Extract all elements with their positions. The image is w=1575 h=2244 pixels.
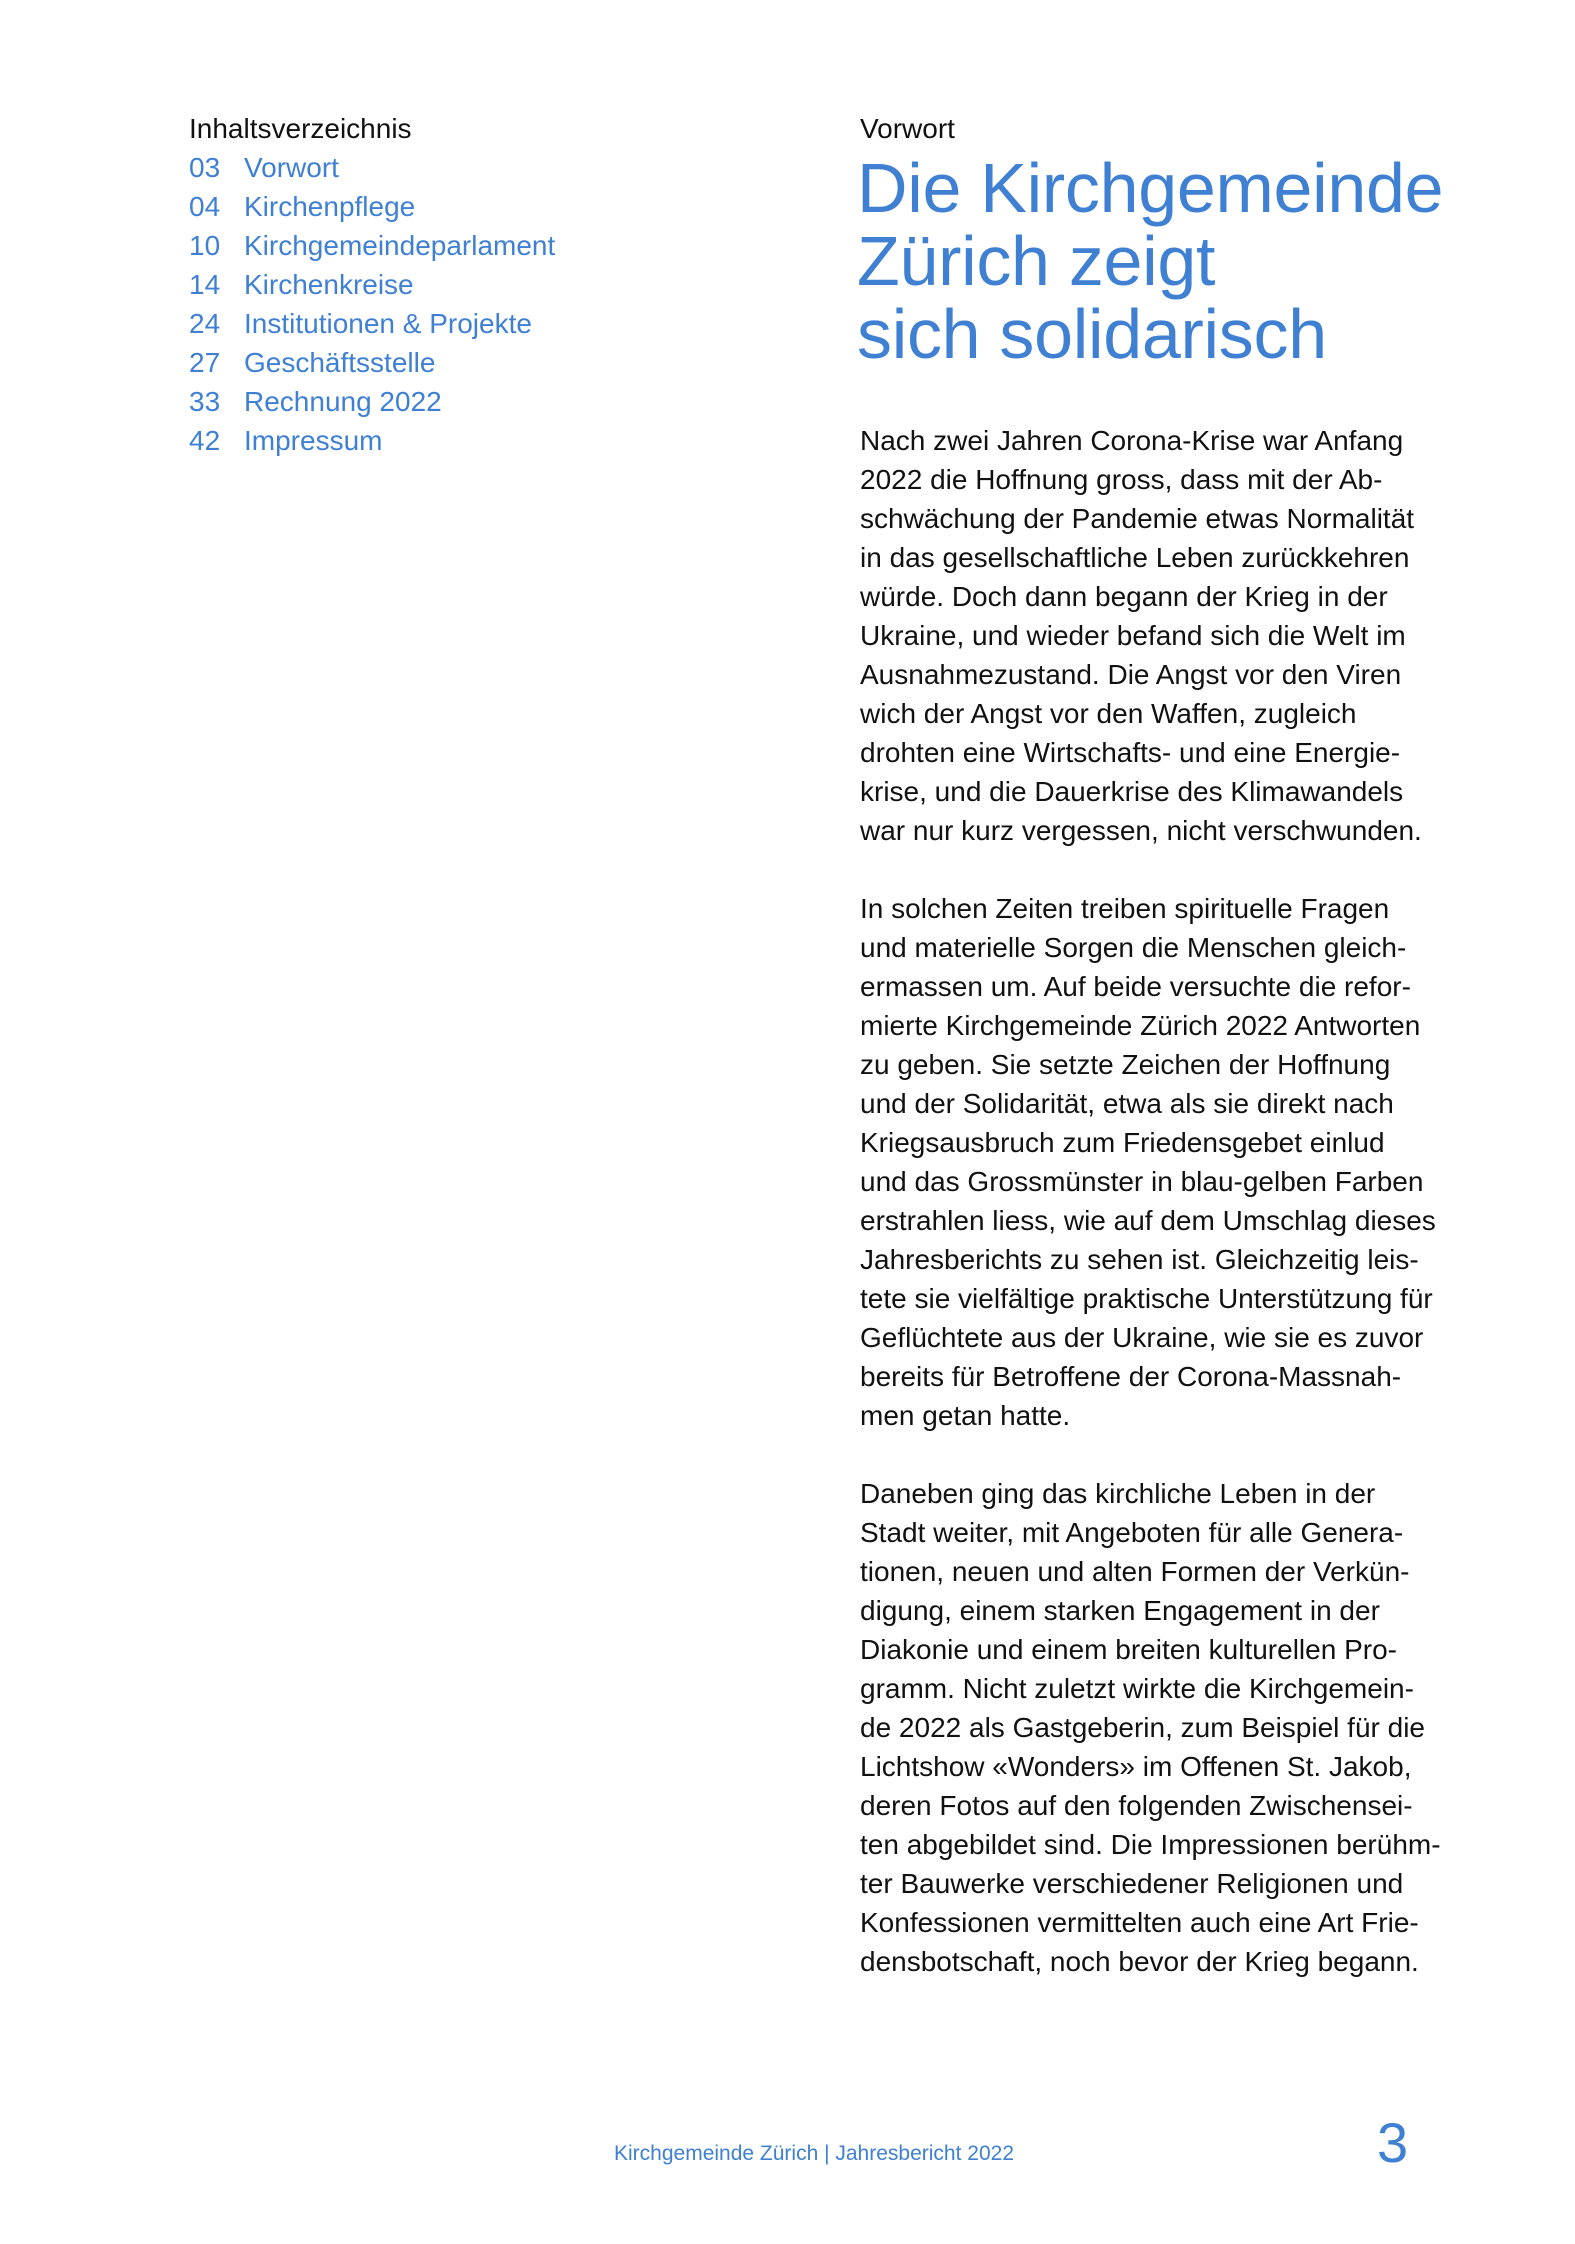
- toc-label: Vorwort: [244, 152, 339, 183]
- title-line: Die Kirchgemeinde: [857, 149, 1444, 227]
- text-line: 2022 die Hoffnung gross, dass mit der Ab-: [860, 464, 1383, 495]
- text-line: Geflüchtete aus der Ukraine, wie sie es zuvor: [860, 1322, 1424, 1353]
- toc-page-number: 27: [189, 347, 221, 378]
- text-line: men getan hatte.: [860, 1400, 1071, 1431]
- text-line: bereits für Betroffene der Corona-Massnah-: [860, 1361, 1402, 1392]
- text-line: tete sie vielfältige praktische Unterstützung für: [860, 1283, 1433, 1314]
- text-line: war nur kurz vergessen, nicht verschwunden.: [860, 815, 1422, 846]
- page-title: [857, 149, 1444, 373]
- text-line: würde. Doch dann begann der Krieg in der: [860, 581, 1388, 612]
- text-line: Diakonie und einem breiten kulturellen Pro-: [860, 1634, 1397, 1665]
- section-label: Vorwort: [860, 113, 955, 144]
- table-of-contents: [189, 109, 749, 460]
- text-line: wich der Angst vor den Waffen, zugleich: [860, 698, 1357, 729]
- toc-page-number: 24: [189, 308, 221, 339]
- text-line: densbotschaft, noch bevor der Krieg begann.: [860, 1946, 1419, 1977]
- page-number: 3: [1377, 2111, 1409, 2174]
- text-line: drohten eine Wirtschafts- und eine Energie-: [860, 737, 1401, 768]
- toc-item-vorwort[interactable]: [189, 148, 749, 187]
- article-body: [860, 421, 1500, 2020]
- text-line: ten abgebildet sind. Die Impressionen berühm-: [860, 1829, 1441, 1860]
- text-line: Lichtshow «Wonders» im Offenen St. Jakob,: [860, 1751, 1412, 1782]
- text-line: ermassen um. Auf beide versuchte die refor-: [860, 971, 1411, 1002]
- paragraph-3: [860, 1474, 1500, 1981]
- toc-heading: Inhaltsverzeichnis: [189, 113, 412, 144]
- text-line: in das gesellschaftliche Leben zurückkehren: [860, 542, 1410, 573]
- text-line: Nach zwei Jahren Corona-Krise war Anfang: [860, 425, 1404, 456]
- footer-publication-info: Kirchgemeinde Zürich | Jahresbericht 2022: [614, 2142, 1014, 2165]
- toc-label: Geschäftsstelle: [244, 347, 436, 378]
- title-line: Zürich zeigt: [857, 222, 1216, 300]
- text-line: schwächung der Pandemie etwas Normalität: [860, 503, 1415, 534]
- text-line: Stadt weiter, mit Angeboten für alle Genera-: [860, 1517, 1404, 1548]
- toc-page-number: 42: [189, 425, 221, 456]
- toc-item-kirchgemeindeparlament[interactable]: [189, 226, 749, 265]
- title-line: sich solidarisch: [857, 295, 1327, 373]
- toc-label: Rechnung 2022: [244, 386, 442, 417]
- text-line: Daneben ging das kirchliche Leben in der: [860, 1478, 1376, 1509]
- toc-page-number: 03: [189, 152, 221, 183]
- text-line: Jahresberichts zu sehen ist. Gleichzeitig leis-: [860, 1244, 1419, 1275]
- toc-item-kirchenkreise[interactable]: [189, 265, 749, 304]
- text-line: deren Fotos auf den folgenden Zwischensei-: [860, 1790, 1413, 1821]
- text-line: gramm. Nicht zuletzt wirkte die Kirchgemein-: [860, 1673, 1414, 1704]
- text-line: Ausnahmezustand. Die Angst vor den Viren: [860, 659, 1402, 690]
- toc-label: Institutionen & Projekte: [244, 308, 532, 339]
- text-line: mierte Kirchgemeinde Zürich 2022 Antworten: [860, 1010, 1421, 1041]
- text-line: krise, und die Dauerkrise des Klimawandels: [860, 776, 1404, 807]
- toc-item-geschaeftsstelle[interactable]: [189, 343, 749, 382]
- text-line: Kriegsausbruch zum Friedensgebet einlud: [860, 1127, 1385, 1158]
- text-line: ter Bauwerke verschiedener Religionen und: [860, 1868, 1404, 1899]
- toc-page-number: 33: [189, 386, 221, 417]
- toc-label: Kirchenpflege: [244, 191, 416, 222]
- toc-page-number: 10: [189, 230, 221, 261]
- toc-label: Impressum: [244, 425, 383, 456]
- toc-page-number: 14: [189, 269, 221, 300]
- toc-item-impressum[interactable]: [189, 421, 749, 460]
- paragraph-1: [860, 421, 1500, 850]
- toc-item-kirchenpflege[interactable]: [189, 187, 749, 226]
- text-line: und der Solidarität, etwa als sie direkt nach: [860, 1088, 1394, 1119]
- text-line: Konfessionen vermittelten auch eine Art Frie-: [860, 1907, 1419, 1938]
- text-line: tionen, neuen und alten Formen der Verkün-: [860, 1556, 1410, 1587]
- toc-label: Kirchgemeindeparlament: [244, 230, 556, 261]
- text-line: digung, einem starken Engagement in der: [860, 1595, 1380, 1626]
- text-line: Ukraine, und wieder befand sich die Welt im: [860, 620, 1406, 651]
- toc-item-institutionen-projekte[interactable]: [189, 304, 749, 343]
- toc-label: Kirchenkreise: [244, 269, 414, 300]
- paragraph-2: [860, 889, 1500, 1435]
- text-line: de 2022 als Gastgeberin, zum Beispiel für die: [860, 1712, 1425, 1743]
- text-line: erstrahlen liess, wie auf dem Umschlag dieses: [860, 1205, 1436, 1236]
- text-line: zu geben. Sie setzte Zeichen der Hoffnung: [860, 1049, 1391, 1080]
- toc-item-rechnung-2022[interactable]: [189, 382, 749, 421]
- text-line: und materielle Sorgen die Menschen gleich-: [860, 932, 1407, 963]
- toc-page-number: 04: [189, 191, 221, 222]
- text-line: In solchen Zeiten treiben spirituelle Fragen: [860, 893, 1390, 924]
- text-line: und das Grossmünster in blau-gelben Farben: [860, 1166, 1424, 1197]
